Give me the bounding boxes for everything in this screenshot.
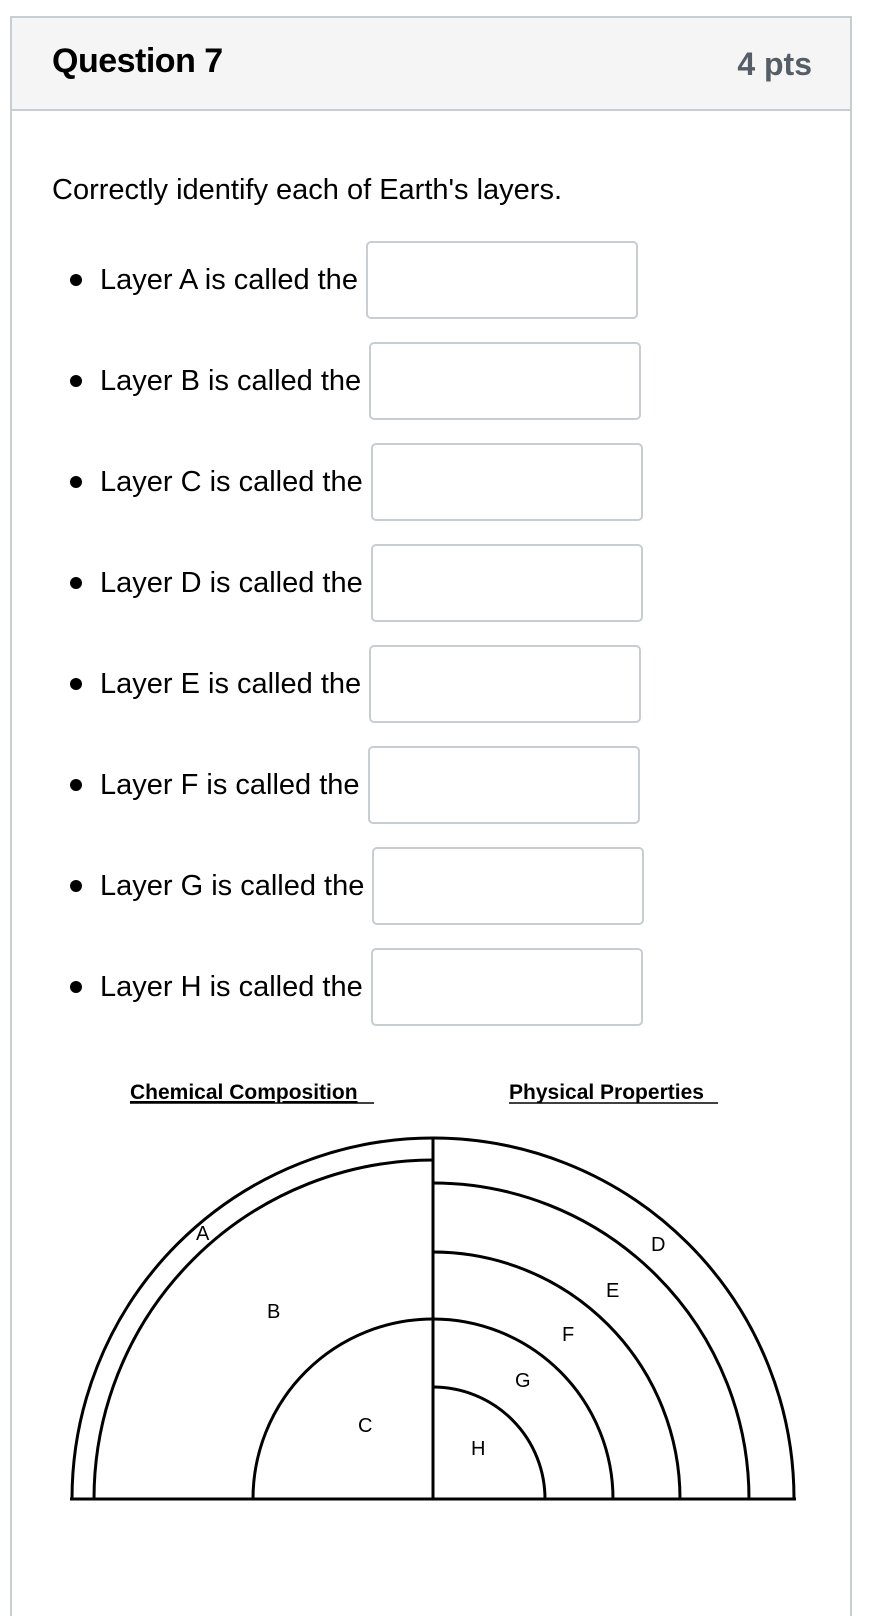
list-item-layer-b xyxy=(70,341,641,421)
diagram-label-a: A xyxy=(196,1223,210,1245)
chemical-composition-heading: Chemical Composition xyxy=(130,1081,358,1104)
layer-b-label: Layer B is called the xyxy=(100,364,362,397)
layer-g-label: Layer G is called the xyxy=(100,869,365,902)
question-prompt: Correctly identify each of Earth's layers. xyxy=(52,174,563,206)
diagram-label-f: F xyxy=(562,1324,575,1346)
layer-e-answer-input[interactable] xyxy=(369,645,641,723)
lithosphere-outer-arc-right xyxy=(433,1138,794,1499)
question-card xyxy=(10,16,852,1616)
bullet-icon xyxy=(70,779,82,791)
bullet-icon xyxy=(70,476,82,488)
diagram-label-b: B xyxy=(267,1301,281,1323)
layer-h-label: Layer H is called the xyxy=(100,970,363,1003)
layer-a-answer-input[interactable] xyxy=(366,241,638,319)
core-arc-left xyxy=(253,1319,433,1499)
layer-a-label: Layer A is called the xyxy=(100,263,358,296)
list-item-layer-e xyxy=(70,644,641,724)
list-item-layer-d xyxy=(70,543,643,623)
layer-f-answer-input[interactable] xyxy=(368,746,640,824)
bullet-icon xyxy=(70,274,82,286)
diagram-label-c: C xyxy=(358,1415,373,1437)
diagram-label-g: G xyxy=(515,1370,531,1392)
inner-core-arc-right xyxy=(433,1387,545,1499)
question-title: Question 7 xyxy=(52,42,223,80)
physical-properties-heading: Physical Properties xyxy=(509,1081,704,1104)
bullet-icon xyxy=(70,375,82,387)
earth-layers-diagram xyxy=(60,1076,800,1516)
question-points: 4 pts xyxy=(737,46,812,82)
bullet-icon xyxy=(70,577,82,589)
mesosphere-outer-arc-right xyxy=(433,1252,680,1499)
layer-c-label: Layer C is called the xyxy=(100,465,363,498)
list-item-layer-h xyxy=(70,947,643,1027)
bullet-icon xyxy=(70,880,82,892)
list-item-layer-f xyxy=(70,745,640,825)
list-item-layer-g xyxy=(70,846,644,926)
list-item-layer-a xyxy=(70,240,638,320)
crust-outer-arc-left xyxy=(72,1138,433,1499)
list-item-layer-c xyxy=(70,442,643,522)
diagram-label-h: H xyxy=(471,1438,486,1460)
layer-d-label: Layer D is called the xyxy=(100,566,363,599)
bullet-icon xyxy=(70,981,82,993)
layer-f-label: Layer F is called the xyxy=(100,768,360,801)
mantle-outer-arc-left xyxy=(94,1160,433,1499)
layer-g-answer-input[interactable] xyxy=(372,847,644,925)
layer-c-answer-input[interactable] xyxy=(371,443,643,521)
layer-h-answer-input[interactable] xyxy=(371,948,643,1026)
bullet-icon xyxy=(70,678,82,690)
diagram-label-e: E xyxy=(606,1280,620,1302)
layer-e-label: Layer E is called the xyxy=(100,667,362,700)
layer-d-answer-input[interactable] xyxy=(371,544,643,622)
diagram-label-d: D xyxy=(651,1234,666,1256)
layer-b-answer-input[interactable] xyxy=(369,342,641,420)
question-header xyxy=(12,18,850,111)
outer-core-arc-right xyxy=(433,1319,613,1499)
